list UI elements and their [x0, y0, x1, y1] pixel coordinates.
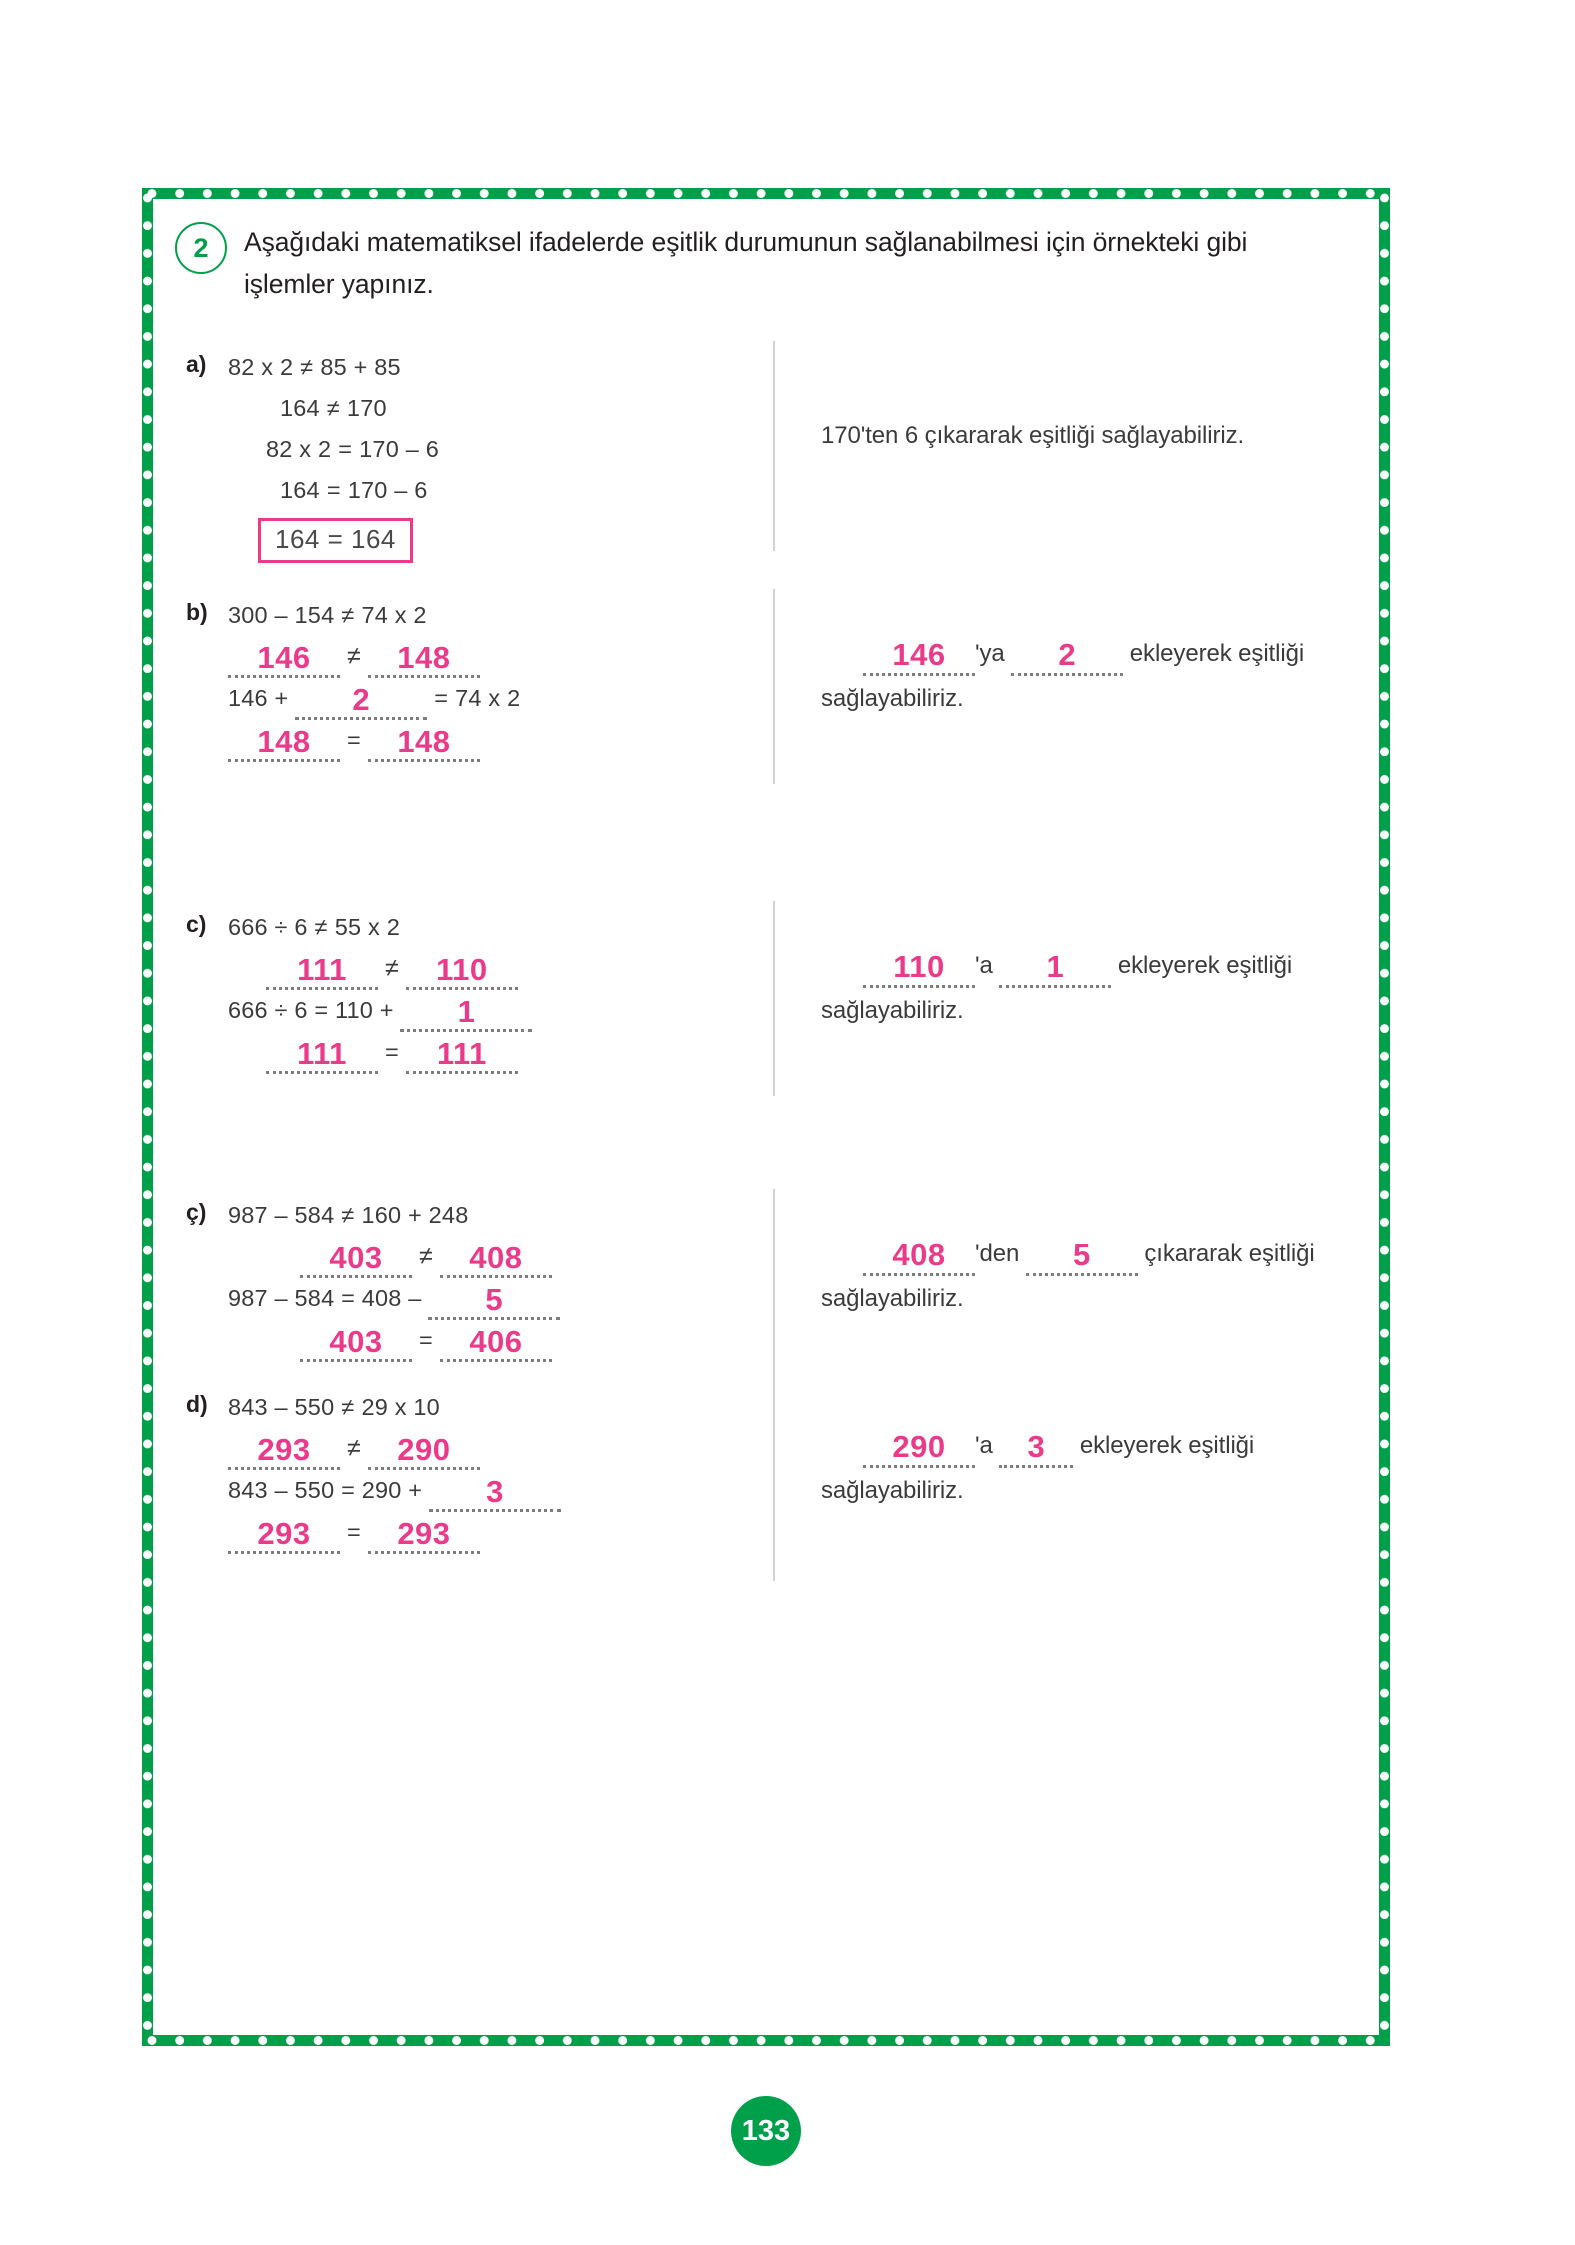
- part-a-explanation: 170'ten 6 çıkararak eşitliği sağlayabiliriz.: [821, 422, 1245, 449]
- expr-right: 74 x 2: [361, 602, 427, 628]
- operator: ≠: [300, 354, 314, 380]
- answer-value: 111: [437, 1036, 487, 1071]
- equation-line: [228, 1278, 758, 1320]
- answer-blank[interactable]: [863, 1237, 975, 1276]
- equation-line: [228, 1470, 758, 1512]
- expr-right: 29 x 10: [361, 1394, 440, 1420]
- answer-blank[interactable]: [406, 1036, 518, 1074]
- answer-value: 5: [1072, 1237, 1091, 1272]
- answer-value: 3: [1027, 1429, 1046, 1464]
- answer-blank[interactable]: [300, 1324, 412, 1362]
- answer-value: 408: [469, 1240, 523, 1275]
- boxed-answer-a: 164 = 164: [258, 518, 413, 563]
- answer-blank[interactable]: [428, 1282, 560, 1320]
- equation-line: [228, 990, 758, 1032]
- operator: =: [419, 1327, 433, 1353]
- answer-value: 148: [397, 640, 451, 675]
- equation-line: [228, 1512, 758, 1554]
- answer-blank[interactable]: [228, 1516, 340, 1554]
- answer-value: 2: [352, 682, 371, 717]
- answer-blank[interactable]: [1011, 637, 1123, 676]
- operator: ≠: [347, 642, 361, 670]
- operator: =: [347, 1519, 361, 1545]
- expr-right: 170: [346, 395, 387, 421]
- part-c-cedilla-explanation: [821, 1231, 1369, 1321]
- equation-line: [228, 948, 758, 990]
- answer-value: 293: [397, 1516, 451, 1551]
- answer-value: 111: [297, 1036, 347, 1071]
- part-c-cedilla-work: [228, 1195, 758, 1362]
- worksheet-content: [153, 199, 1379, 2035]
- equation-line: [228, 636, 758, 678]
- operator: =: [338, 436, 353, 462]
- explanation-tail: çıkararak eşitliği sağlayabiliriz.: [821, 1240, 1315, 1312]
- answer-value: 5: [485, 1282, 504, 1317]
- part-c-cedilla-label: ç): [186, 1199, 207, 1225]
- answer-value: 148: [257, 724, 311, 759]
- explanation-tail: ekleyerek eşitliği sağlayabiliriz.: [821, 952, 1293, 1024]
- column-divider: [773, 1189, 775, 1389]
- part-d-work: [228, 1387, 758, 1554]
- operator: ≠: [341, 1394, 355, 1420]
- answer-value: 3: [486, 1474, 504, 1509]
- column-divider: [773, 1381, 775, 1581]
- answer-blank[interactable]: [1026, 1237, 1138, 1276]
- equation-line: [228, 1428, 758, 1470]
- expr-right: 55 x 2: [334, 914, 400, 940]
- expr-left: 82 x 2: [266, 436, 332, 462]
- operator: ≠: [341, 602, 355, 628]
- question-number-badge: 2: [175, 222, 227, 274]
- expr-left: 82 x 2: [228, 354, 294, 380]
- equation-line: [228, 347, 758, 388]
- answer-blank[interactable]: [266, 952, 378, 990]
- answer-value: 406: [469, 1324, 523, 1359]
- operator: ≠: [326, 395, 340, 421]
- answer-blank[interactable]: [295, 682, 427, 720]
- explanation-tail: ekleyerek eşitliği sağlayabiliriz.: [821, 1432, 1255, 1504]
- expr-right: 170 – 6: [347, 477, 428, 503]
- operator: ≠: [419, 1242, 433, 1270]
- operator: =: [347, 727, 361, 753]
- answer-value: 290: [892, 1429, 946, 1464]
- column-divider: [773, 341, 775, 551]
- operator: ≠: [341, 1202, 355, 1228]
- expr-left: 843 – 550: [228, 1394, 335, 1420]
- part-c-explanation: [821, 943, 1369, 1033]
- expr-right: 170 – 6: [359, 436, 439, 462]
- answer-blank[interactable]: [228, 724, 340, 762]
- answer-blank[interactable]: [228, 640, 340, 678]
- answer-value: 293: [257, 1432, 311, 1467]
- answer-blank[interactable]: [368, 1516, 480, 1554]
- expr-prefix: 666 ÷ 6 = 110 +: [228, 997, 394, 1023]
- operator: =: [434, 685, 449, 711]
- answer-blank[interactable]: [863, 1429, 975, 1468]
- answer-value: 110: [436, 952, 488, 987]
- answer-blank[interactable]: [863, 637, 975, 676]
- answer-value: 148: [397, 724, 451, 759]
- answer-blank[interactable]: [266, 1036, 378, 1074]
- expr-prefix: 843 – 550 = 290 +: [228, 1477, 423, 1503]
- answer-value: 111: [297, 952, 347, 987]
- part-d-label: d): [186, 1391, 208, 1417]
- equation-line: [228, 388, 758, 429]
- explanation-mid: 'a: [975, 1432, 993, 1459]
- part-c-work: [228, 907, 758, 1074]
- explanation-mid: 'den: [975, 1240, 1020, 1267]
- equation-line: [228, 1320, 758, 1362]
- answer-value: 403: [329, 1324, 383, 1359]
- answer-blank[interactable]: [440, 1324, 552, 1362]
- equation-line: [228, 1195, 758, 1236]
- answer-value: 408: [892, 1237, 946, 1272]
- explanation-mid: 'a: [975, 952, 993, 979]
- column-divider: [773, 589, 775, 784]
- answer-blank[interactable]: [300, 1240, 412, 1278]
- explanation-tail: ekleyerek eşitliği sağlayabiliriz.: [821, 640, 1305, 712]
- equation-line: [228, 470, 758, 511]
- answer-value: 403: [329, 1240, 383, 1275]
- expr-right: 85 + 85: [320, 354, 401, 380]
- expr-right: 160 + 248: [361, 1202, 469, 1228]
- part-d-explanation: [821, 1423, 1369, 1513]
- answer-value: 110: [893, 949, 945, 984]
- expr-prefix: 987 – 584 = 408 –: [228, 1285, 422, 1311]
- page-number-badge: 133: [731, 2096, 801, 2166]
- answer-value: 146: [892, 637, 946, 672]
- part-c-label: c): [186, 911, 207, 937]
- expr-left: 300 – 154: [228, 602, 335, 628]
- answer-value: 290: [397, 1432, 451, 1467]
- worksheet-frame: [142, 188, 1390, 2046]
- answer-blank[interactable]: [440, 1240, 552, 1278]
- explanation-mid: 'ya: [975, 640, 1005, 667]
- operator: =: [385, 1039, 399, 1065]
- answer-blank[interactable]: [429, 1474, 561, 1512]
- answer-blank[interactable]: [863, 949, 975, 988]
- answer-blank[interactable]: [368, 640, 480, 678]
- question-prompt: Aşağıdaki matematiksel ifadelerde eşitlik durumunun sağlanabilmesi için örnekteki gibi işlemler yapınız.: [244, 227, 1248, 299]
- expr-left: 164: [280, 395, 320, 421]
- expr-right: 74 x 2: [455, 685, 521, 711]
- part-a-label: a): [186, 351, 207, 377]
- answer-value: 293: [257, 1516, 311, 1551]
- part-a-work: [228, 347, 758, 563]
- equation-line: [228, 1032, 758, 1074]
- equation-line: [228, 678, 758, 720]
- answer-blank[interactable]: [228, 1432, 340, 1470]
- equation-line: [228, 595, 758, 636]
- expr-left: 666 ÷ 6: [228, 914, 308, 940]
- part-b-label: b): [186, 599, 208, 625]
- part-b-explanation: [821, 631, 1369, 721]
- operator: ≠: [347, 1434, 361, 1462]
- column-divider: [773, 901, 775, 1096]
- expr-left: 987 – 584: [228, 1202, 335, 1228]
- operator: =: [326, 477, 341, 503]
- answer-value: 146: [257, 640, 311, 675]
- equation-line: [228, 429, 758, 470]
- answer-value: 1: [1046, 949, 1065, 984]
- operator: ≠: [385, 954, 399, 982]
- expr-left: 164: [280, 477, 320, 503]
- answer-blank[interactable]: [400, 994, 532, 1032]
- answer-value: 2: [1058, 637, 1077, 672]
- expr-prefix: 146 +: [228, 685, 289, 711]
- answer-blank[interactable]: [999, 949, 1111, 988]
- question-header: [175, 221, 1355, 305]
- answer-blank[interactable]: [406, 952, 518, 990]
- equation-line: [228, 907, 758, 948]
- answer-blank[interactable]: [999, 1429, 1073, 1468]
- equation-line: [228, 720, 758, 762]
- answer-value: 1: [457, 994, 476, 1029]
- operator: ≠: [314, 914, 328, 940]
- answer-blank[interactable]: [368, 1432, 480, 1470]
- equation-line: [228, 1387, 758, 1428]
- equation-line: [228, 1236, 758, 1278]
- answer-blank[interactable]: [368, 724, 480, 762]
- part-b-work: [228, 595, 758, 762]
